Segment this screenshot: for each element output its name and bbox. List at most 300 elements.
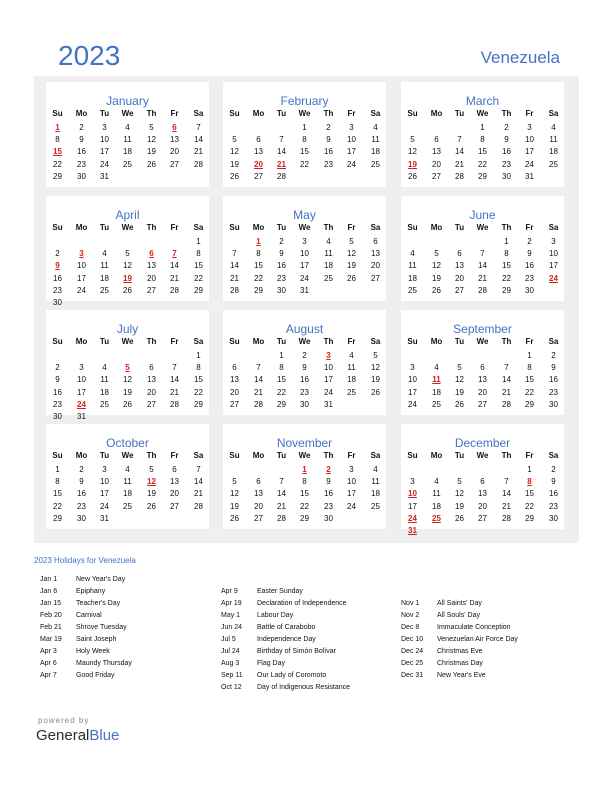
day: 23: [549, 501, 558, 511]
weekday-header: Th: [323, 109, 334, 118]
weekday-header: Sa: [193, 109, 204, 118]
weekday-header: Th: [501, 451, 512, 460]
day: 5: [457, 363, 462, 373]
weekday-header: We: [121, 451, 134, 460]
day: 13: [147, 375, 156, 385]
day: 30: [324, 513, 333, 523]
holiday-name: New Year's Eve: [437, 672, 486, 679]
day: 18: [371, 147, 380, 157]
weekday-header: We: [298, 451, 311, 460]
day: 29: [277, 399, 286, 409]
day: 22: [194, 387, 203, 397]
day: 5: [149, 123, 154, 132]
day: 25: [100, 285, 109, 295]
day: 19: [347, 261, 356, 271]
day: 17: [324, 375, 333, 385]
day: 10: [300, 249, 309, 259]
holiday-date: Jul 24: [221, 648, 240, 655]
weekday-header: Sa: [193, 337, 204, 346]
day: 20: [147, 273, 156, 283]
day: 20: [478, 387, 487, 397]
day: 2: [302, 351, 307, 360]
weekday-header: Mo: [75, 451, 88, 460]
day: 1: [55, 465, 60, 474]
month-december: [401, 424, 564, 535]
holiday-day: 7: [172, 249, 177, 259]
day: 14: [254, 375, 263, 385]
day: 5: [232, 477, 237, 487]
holiday-day: 3: [79, 249, 84, 259]
day: 5: [125, 249, 130, 259]
day: 11: [123, 477, 132, 487]
month-name: August: [285, 322, 324, 336]
day: 14: [230, 261, 239, 271]
month-march: [401, 82, 564, 187]
day: 22: [300, 501, 309, 511]
day: 28: [230, 285, 239, 295]
holiday-date: Mar 19: [40, 636, 62, 643]
day: 3: [410, 363, 415, 373]
brand-logo[interactable]: [36, 727, 119, 744]
day: 18: [324, 261, 333, 271]
day: 2: [79, 465, 84, 474]
day: 20: [478, 501, 487, 511]
day: 22: [277, 387, 286, 397]
day: 12: [408, 147, 417, 157]
day: 2: [527, 237, 532, 246]
day: 20: [147, 387, 156, 397]
weekday-header: Tu: [276, 451, 287, 460]
day: 11: [432, 489, 441, 499]
holiday-date: Sep 11: [221, 672, 243, 679]
day: 24: [100, 501, 109, 511]
day: 14: [194, 477, 203, 487]
day: 29: [525, 399, 534, 409]
day: 25: [123, 159, 132, 169]
day: 4: [551, 123, 556, 132]
day: 28: [194, 159, 203, 169]
month-name: March: [465, 94, 500, 108]
day: 21: [502, 387, 511, 397]
day: 26: [371, 387, 380, 397]
day: 4: [125, 465, 130, 474]
day: 22: [525, 501, 534, 511]
day: 14: [455, 147, 464, 157]
day: 26: [347, 273, 356, 283]
day: 15: [277, 375, 286, 385]
holiday-name: Teacher's Day: [76, 600, 121, 607]
day: 30: [549, 513, 558, 523]
day: 23: [77, 159, 86, 169]
holiday-name: Independence Day: [257, 636, 316, 643]
day: 27: [147, 285, 156, 295]
day: 21: [455, 159, 464, 169]
holiday-date: May 1: [221, 612, 241, 619]
day: 24: [324, 387, 333, 397]
weekday-header: Tu: [276, 337, 287, 346]
day: 15: [525, 375, 534, 385]
day: 13: [230, 375, 239, 385]
day: 18: [123, 489, 132, 499]
holiday-date: Feb 20: [40, 612, 62, 619]
holidays-title: 2023 Holidays for Venezuela: [34, 556, 136, 565]
weekday-header: Su: [52, 337, 63, 346]
day: 3: [102, 123, 107, 132]
weekday-header: Mo: [430, 451, 443, 460]
holiday-name: Saint Joseph: [76, 636, 117, 643]
day: 4: [349, 351, 354, 360]
weekday-header: We: [298, 337, 311, 346]
day: 12: [371, 363, 380, 373]
day: 1: [504, 237, 509, 246]
weekday-header: Th: [146, 337, 157, 346]
weekday-header: Tu: [99, 223, 110, 232]
day: 6: [149, 363, 154, 373]
day: 20: [170, 147, 179, 157]
day: 5: [373, 351, 378, 360]
day: 18: [100, 387, 109, 397]
weekday-header: Mo: [75, 109, 88, 118]
day: 31: [300, 285, 309, 295]
holiday-day: 12: [147, 477, 156, 487]
weekday-header: Sa: [193, 223, 204, 232]
day: 15: [502, 261, 511, 271]
day: 9: [527, 249, 532, 259]
day: 14: [502, 489, 511, 499]
day: 23: [549, 387, 558, 397]
day: 14: [170, 375, 179, 385]
day: 23: [53, 399, 62, 409]
day: 29: [254, 285, 263, 295]
holiday-day: 6: [172, 123, 177, 132]
holiday-date: Apr 9: [221, 588, 238, 595]
day: 8: [256, 249, 261, 259]
day: 7: [480, 249, 485, 259]
day: 8: [55, 135, 60, 145]
holiday-day: 24: [77, 399, 86, 409]
day: 5: [457, 477, 462, 487]
day: 22: [300, 159, 309, 169]
day: 19: [230, 501, 239, 511]
weekday-header: Mo: [252, 337, 265, 346]
day: 27: [455, 285, 464, 295]
holiday-name: New Year's Day: [76, 576, 126, 583]
weekday-header: Sa: [193, 451, 204, 460]
weekday-header: We: [476, 337, 489, 346]
day: 18: [123, 147, 132, 157]
holiday-date: Jan 6: [40, 588, 58, 595]
weekday-header: Th: [146, 223, 157, 232]
day: 8: [527, 363, 532, 373]
month-october: [46, 424, 209, 529]
day: 23: [324, 159, 333, 169]
day: 31: [100, 171, 109, 181]
day: 29: [53, 171, 62, 181]
weekday-header: Th: [501, 337, 512, 346]
day: 27: [147, 399, 156, 409]
weekday-header: Tu: [454, 337, 465, 346]
holiday-day: 19: [123, 273, 132, 283]
day: 9: [79, 135, 84, 145]
day: 26: [147, 159, 156, 169]
day: 3: [349, 123, 354, 132]
day: 9: [55, 375, 60, 385]
day: 12: [347, 249, 356, 259]
holiday-name: Declaration of Independence: [257, 600, 347, 607]
day: 25: [100, 399, 109, 409]
day: 9: [79, 477, 84, 487]
day: 1: [196, 351, 201, 360]
day: 7: [196, 465, 201, 474]
day: 19: [455, 387, 464, 397]
day: 1: [527, 351, 532, 360]
weekday-header: Fr: [347, 451, 356, 460]
holiday-name: Immaculate Conception: [437, 624, 511, 631]
day: 20: [455, 273, 464, 283]
weekday-header: Mo: [252, 223, 265, 232]
weekday-header: Mo: [75, 337, 88, 346]
weekday-header: Th: [323, 451, 334, 460]
weekday-header: Su: [52, 451, 63, 460]
day: 9: [302, 363, 307, 373]
day: 7: [457, 135, 462, 145]
holiday-date: Apr 6: [40, 660, 57, 667]
day: 18: [100, 273, 109, 283]
day: 26: [432, 285, 441, 295]
day: 8: [504, 249, 509, 259]
day: 5: [149, 465, 154, 474]
day: 13: [455, 261, 464, 271]
holiday-name: All Souls' Day: [437, 612, 480, 619]
day: 11: [324, 249, 333, 259]
weekday-header: Mo: [252, 109, 265, 118]
day: 20: [254, 501, 263, 511]
holiday-date: Apr 3: [40, 648, 57, 655]
holiday-name: Carnival: [76, 612, 102, 619]
day: 2: [551, 465, 556, 474]
day: 18: [371, 489, 380, 499]
day: 2: [504, 123, 509, 132]
day: 13: [371, 249, 380, 259]
month-july: [46, 310, 209, 421]
weekday-header: We: [121, 223, 134, 232]
day: 11: [371, 477, 380, 487]
weekday-header: Fr: [170, 451, 179, 460]
day: 14: [170, 261, 179, 271]
day: 15: [194, 375, 203, 385]
weekday-header: Mo: [430, 223, 443, 232]
month-name: July: [116, 322, 139, 336]
holiday-day: 10: [408, 489, 417, 499]
weekday-header: We: [476, 451, 489, 460]
calendar-panel: [34, 76, 579, 543]
weekday-header: Th: [323, 337, 334, 346]
day: 12: [123, 375, 132, 385]
month-name: October: [106, 436, 149, 450]
day: 24: [100, 159, 109, 169]
holiday-date: Apr 7: [40, 672, 57, 679]
day: 28: [502, 513, 511, 523]
day: 3: [102, 465, 107, 474]
holiday-day: 20: [254, 159, 263, 169]
weekday-header: Su: [407, 451, 418, 460]
day: 15: [254, 261, 263, 271]
day: 30: [77, 513, 86, 523]
weekday-header: Su: [229, 223, 240, 232]
day: 25: [371, 501, 380, 511]
day: 13: [254, 147, 263, 157]
day: 7: [196, 123, 201, 132]
day: 24: [300, 273, 309, 283]
day: 5: [349, 237, 354, 246]
holiday-name: Our Lady of Coromoto: [257, 672, 327, 679]
weekday-header: Sa: [548, 337, 559, 346]
day: 4: [434, 363, 439, 373]
day: 25: [324, 273, 333, 283]
day: 29: [194, 399, 203, 409]
day: 10: [324, 363, 333, 373]
day: 21: [230, 273, 239, 283]
day: 15: [194, 261, 203, 271]
month-april: [46, 196, 209, 307]
day: 8: [55, 477, 60, 487]
day: 28: [170, 399, 179, 409]
day: 14: [277, 147, 286, 157]
day: 11: [100, 261, 109, 271]
day: 26: [455, 513, 464, 523]
weekday-header: Tu: [454, 451, 465, 460]
day: 7: [256, 363, 261, 373]
holiday-date: Jan 15: [40, 600, 62, 607]
weekday-header: Fr: [525, 223, 534, 232]
day: 11: [371, 135, 380, 145]
holiday-date: Jun 24: [221, 624, 243, 631]
day: 22: [254, 273, 263, 283]
day: 19: [123, 387, 132, 397]
holiday-date: Dec 31: [401, 672, 424, 679]
day: 19: [432, 273, 441, 283]
day: 29: [300, 513, 309, 523]
weekday-header: Th: [146, 109, 157, 118]
day: 22: [53, 501, 62, 511]
day: 17: [549, 261, 558, 271]
holiday-name: Maundy Thursday: [76, 660, 132, 667]
day: 15: [478, 147, 487, 157]
holiday-date: Dec 24: [401, 648, 424, 655]
day: 2: [279, 237, 284, 246]
holiday-day: 31: [408, 526, 417, 535]
day: 24: [408, 399, 417, 409]
day: 26: [230, 513, 239, 523]
month-name: February: [280, 94, 329, 108]
day: 13: [432, 147, 441, 157]
day: 9: [551, 363, 556, 373]
day: 21: [170, 273, 179, 283]
holiday-day: 24: [549, 273, 558, 283]
brand-blue: Blue: [89, 727, 120, 744]
day: 27: [478, 399, 487, 409]
day: 2: [55, 363, 60, 373]
holiday-name: Day of Indigenous Resistance: [257, 684, 350, 691]
day: 7: [172, 363, 177, 373]
day: 16: [324, 489, 333, 499]
day: 24: [347, 159, 356, 169]
day: 10: [549, 249, 558, 259]
day: 16: [502, 147, 511, 157]
day: 4: [326, 237, 331, 246]
day: 12: [455, 489, 464, 499]
day: 16: [277, 261, 286, 271]
month-may: [223, 196, 386, 301]
holiday-day: 19: [408, 159, 417, 169]
holiday-day: 8: [527, 477, 532, 487]
day: 29: [502, 285, 511, 295]
day: 7: [504, 363, 509, 373]
holiday-day: 6: [149, 249, 154, 259]
day: 17: [100, 147, 109, 157]
holiday-day: 1: [302, 465, 307, 474]
holiday-day: 24: [408, 513, 417, 523]
weekday-header: Th: [323, 223, 334, 232]
day: 10: [100, 477, 109, 487]
day: 12: [230, 147, 239, 157]
holiday-name: Flag Day: [257, 660, 286, 667]
weekday-header: Fr: [347, 337, 356, 346]
weekday-header: Mo: [75, 223, 88, 232]
day: 21: [478, 273, 487, 283]
month-june: [401, 196, 564, 301]
day: 14: [194, 135, 203, 145]
day: 1: [196, 237, 201, 246]
day: 6: [256, 135, 261, 145]
day: 14: [502, 375, 511, 385]
holiday-day: 21: [277, 159, 286, 169]
holiday-day: 1: [256, 237, 261, 246]
day: 26: [408, 171, 417, 181]
day: 29: [525, 513, 534, 523]
day: 26: [147, 501, 156, 511]
holiday-date: Nov 1: [401, 600, 420, 607]
weekday-header: Sa: [548, 109, 559, 118]
day: 16: [300, 375, 309, 385]
day: 18: [408, 273, 417, 283]
weekday-header: Tu: [99, 109, 110, 118]
day: 27: [254, 171, 263, 181]
day: 28: [455, 171, 464, 181]
day: 6: [256, 477, 261, 487]
weekday-header: Sa: [370, 337, 381, 346]
day: 22: [478, 159, 487, 169]
day: 17: [347, 147, 356, 157]
day: 10: [100, 135, 109, 145]
holiday-date: Aug 3: [221, 660, 240, 667]
day: 28: [277, 513, 286, 523]
day: 4: [373, 465, 378, 474]
day: 3: [551, 237, 556, 246]
year-title: 2023: [58, 40, 121, 71]
day: 15: [300, 489, 309, 499]
weekday-header: Su: [407, 337, 418, 346]
day: 30: [525, 285, 534, 295]
day: 6: [373, 237, 378, 246]
day: 14: [277, 489, 286, 499]
day: 29: [478, 171, 487, 181]
day: 1: [480, 123, 485, 132]
day: 7: [232, 249, 237, 259]
day: 20: [432, 159, 441, 169]
day: 8: [302, 477, 307, 487]
weekday-header: Tu: [99, 337, 110, 346]
